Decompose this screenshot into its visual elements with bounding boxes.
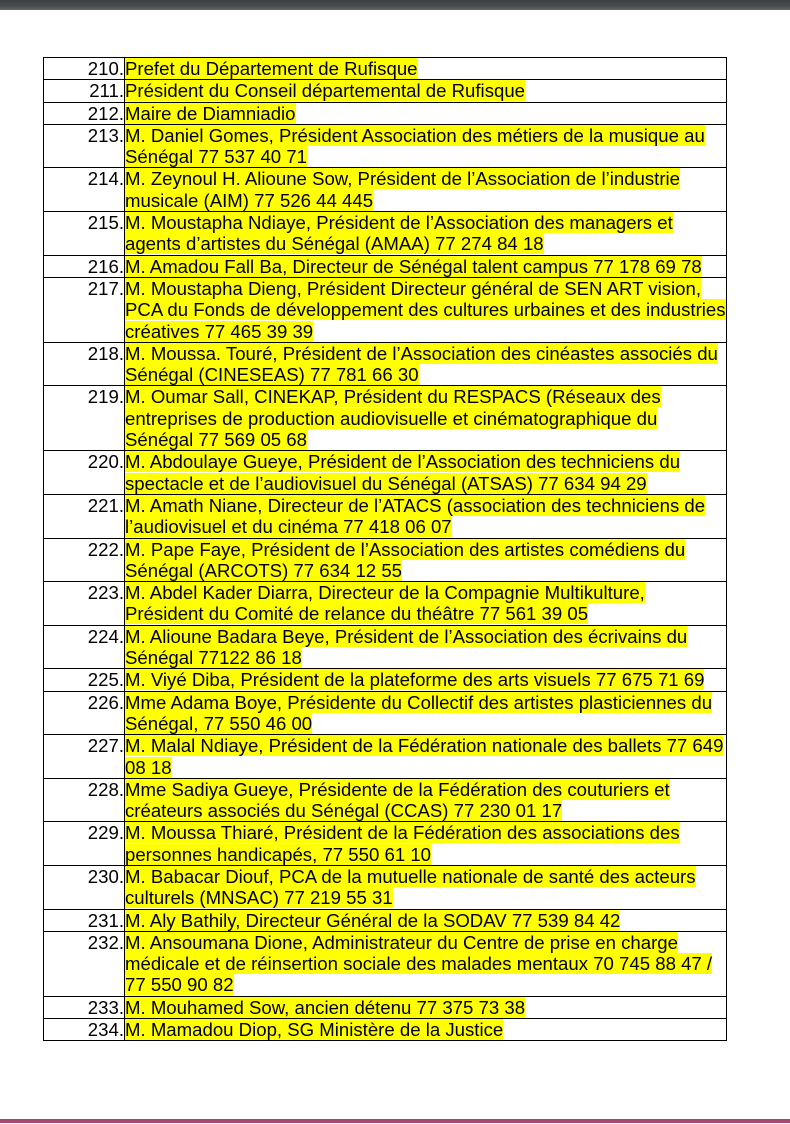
table-row (44, 538, 727, 582)
table-row (44, 1019, 727, 1041)
row-number: 226. (44, 691, 125, 735)
row-highlighted-text: M. Moustapha Ndiaye, Président de l’Association des managers et agents d’artistes du Sénégal (AMAA) 77 274 84 18 (125, 212, 673, 255)
row-highlighted-text: M. Mamadou Diop, SG Ministère de la Justice (125, 1019, 504, 1041)
row-text-cell (125, 735, 727, 779)
row-text-cell (125, 451, 727, 495)
row-highlighted-text: M. Aly Bathily, Directeur Général de la SODAV 77 539 84 42 (125, 909, 621, 931)
row-number: 216. (44, 255, 125, 277)
row-number: 217. (44, 277, 125, 342)
table-row (44, 58, 727, 80)
row-number: 224. (44, 625, 125, 669)
row-text-cell (125, 386, 727, 451)
row-highlighted-text: Prefet du Département de Rufisque (125, 58, 418, 79)
table-row (44, 582, 727, 626)
row-text-cell (125, 778, 727, 822)
row-number: 219. (44, 386, 125, 451)
row-number: 230. (44, 865, 125, 909)
row-highlighted-text: M. Abdoulaye Gueye, Président de l’Association des techniciens du spectacle et de l’audiovisuel du Sénégal (ATSAS) 77 634 94 29 (125, 451, 681, 494)
row-highlighted-text: M. Oumar Sall, CINEKAP, Président du RESPACS (Réseaux des entreprises de production audiovisuelle et cinématographique du Sénégal 77 569 05 68 (125, 386, 661, 451)
row-number: 228. (44, 778, 125, 822)
row-text-cell (125, 255, 727, 277)
row-number: 227. (44, 735, 125, 779)
row-text-cell (125, 931, 727, 996)
row-number: 211. (44, 80, 125, 102)
row-text-cell (125, 582, 727, 626)
table-row (44, 277, 727, 342)
row-number: 225. (44, 669, 125, 691)
row-number: 212. (44, 102, 125, 124)
row-number: 222. (44, 538, 125, 582)
row-highlighted-text: M. Mouhamed Sow, ancien détenu 77 375 73 38 (125, 996, 526, 1018)
row-number: 215. (44, 212, 125, 256)
table-row (44, 909, 727, 931)
contacts-table-body (44, 58, 727, 1041)
row-text-cell (125, 538, 727, 582)
row-text-cell (125, 102, 727, 124)
table-row (44, 996, 727, 1018)
row-text-cell (125, 124, 727, 168)
row-text-cell (125, 168, 727, 212)
row-number: 213. (44, 124, 125, 168)
row-number: 220. (44, 451, 125, 495)
row-text-cell (125, 691, 727, 735)
row-number: 231. (44, 909, 125, 931)
row-highlighted-text: M. Viyé Diba, Président de la plateforme des arts visuels 77 675 71 69 (125, 669, 705, 691)
row-highlighted-text: M. Alioune Badara Beye, Président de l’Association des écrivains du Sénégal 77122 86 18 (125, 625, 688, 669)
row-number: 214. (44, 168, 125, 212)
row-text-cell (125, 277, 727, 342)
table-row (44, 80, 727, 102)
row-number: 232. (44, 931, 125, 996)
row-text-cell (125, 342, 727, 386)
row-text-cell (125, 494, 727, 538)
row-number: 233. (44, 996, 125, 1018)
row-highlighted-text: M. Moussa Thiaré, Président de la Fédération des associations des personnes handicapés, 77 550 61 10 (125, 822, 680, 865)
row-highlighted-text: M. Abdel Kader Diarra, Directeur de la Compagnie Multikulture, Président du Comité de relance du théâtre 77 561 39 05 (125, 582, 645, 625)
table-row (44, 625, 727, 669)
table-row (44, 691, 727, 735)
contacts-table (43, 57, 727, 1041)
row-highlighted-text: Mme Sadiya Gueye, Présidente de la Fédération des couturiers et créateurs associés du Sénégal (CCAS) 77 230 01 17 (125, 778, 670, 822)
row-number: 218. (44, 342, 125, 386)
table-row (44, 778, 727, 822)
row-highlighted-text: Maire de Diamniadio (125, 102, 296, 124)
table-row (44, 822, 727, 866)
row-highlighted-text: M. Babacar Diouf, PCA de la mutuelle nationale de santé des acteurs culturels (MNSAC) 77 219 55 31 (125, 865, 696, 909)
row-number: 234. (44, 1019, 125, 1041)
row-number: 221. (44, 494, 125, 538)
row-highlighted-text: M. Moussa. Touré, Président de l’Association des cinéastes associés du Sénégal (CINESEAS) 77 781 66 30 (125, 342, 718, 386)
table-row (44, 102, 727, 124)
row-text-cell (125, 625, 727, 669)
row-number: 223. (44, 582, 125, 626)
row-text-cell (125, 865, 727, 909)
row-text-cell (125, 212, 727, 256)
row-highlighted-text: M. Moustapha Dieng, Président Directeur général de SEN ART vision, PCA du Fonds de développement des cultures urbaines et des industries créatives 77 465 39 39 (125, 277, 726, 342)
row-text-cell (125, 58, 727, 80)
row-text-cell (125, 1019, 727, 1041)
table-row (44, 494, 727, 538)
row-text-cell (125, 909, 727, 931)
table-row (44, 255, 727, 277)
row-text-cell (125, 822, 727, 866)
table-row (44, 865, 727, 909)
row-text-cell (125, 669, 727, 691)
table-row (44, 342, 727, 386)
row-highlighted-text: Mme Adama Boye, Présidente du Collectif des artistes plasticiennes du Sénégal, 77 550 46 00 (125, 691, 713, 734)
row-number: 210. (44, 58, 125, 80)
table-row (44, 124, 727, 168)
row-text-cell (125, 996, 727, 1018)
row-highlighted-text: M. Amath Niane, Directeur de l’ATACS (association des techniciens de l’audiovisuel et du cinéma 77 418 06 07 (125, 494, 706, 538)
row-highlighted-text: M. Amadou Fall Ba, Directeur de Sénégal talent campus 77 178 69 78 (125, 255, 702, 277)
row-highlighted-text: M. Pape Faye, Président de l’Association des artistes comédiens du Sénégal (ARCOTS) 77 634 12 55 (125, 538, 686, 581)
table-row (44, 931, 727, 996)
row-highlighted-text: M. Malal Ndiaye, Président de la Fédération nationale des ballets 77 649 08 18 (125, 735, 724, 778)
row-highlighted-text: Président du Conseil départemental de Rufisque (125, 80, 526, 102)
row-highlighted-text: M. Ansoumana Dione, Administrateur du Centre de prise en charge médicale et de réinsertion sociale des malades mentaux 70 745 88 47 / 77 550 90 82 (125, 931, 713, 996)
table-row (44, 386, 727, 451)
row-highlighted-text: M. Zeynoul H. Alioune Sow, Président de l’Association de l’industrie musicale (AIM) 77 526 44 445 (125, 168, 681, 211)
table-row (44, 212, 727, 256)
table-row (44, 735, 727, 779)
table-row (44, 168, 727, 212)
table-row (44, 451, 727, 495)
table-row (44, 669, 727, 691)
row-highlighted-text: M. Daniel Gomes, Président Association des métiers de la musique au Sénégal 77 537 40 71 (125, 124, 705, 168)
footer-divider-line (0, 1119, 790, 1123)
window-top-bar (0, 0, 790, 10)
row-number: 229. (44, 822, 125, 866)
row-text-cell (125, 80, 727, 102)
